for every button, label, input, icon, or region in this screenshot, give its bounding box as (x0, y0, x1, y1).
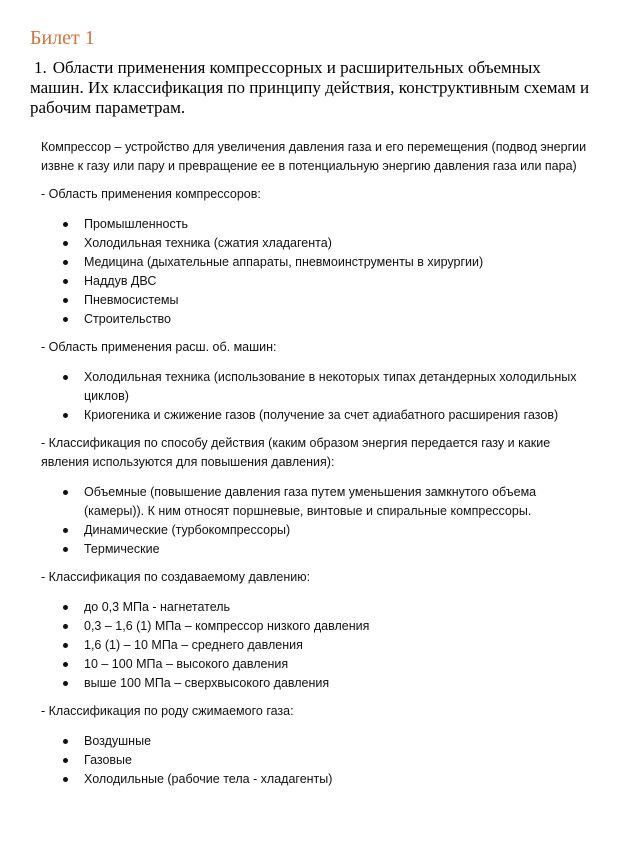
bullet-icon (63, 547, 68, 552)
section-heading-compressor-applications: - Область применения компрессоров: (41, 187, 261, 201)
list-item: Термические (41, 540, 592, 559)
list-item: Воздушные (41, 732, 592, 751)
list-item: Объемные (повышение давления газа путем уменьшения замкнутого объема (камеры)). К ним относят поршневые, винтовые и спиральные компрессоры. (41, 483, 592, 521)
question-body: Области применения компрессорных и расширительных объемных машин. Их классификация по принципу действия, конструктивным схемам и рабочим параметрам. (30, 58, 590, 117)
list-item: Холодильная техника (использование в некоторых типах детандерных холодильных циклов) (41, 368, 592, 406)
compressor-definition: Компрессор – устройство для увеличения давления газа и его перемещения (подвод энергии извне к газу или пару и превращение ее в потенциальную энергию давления газа или пара) (41, 140, 587, 173)
list-item: Газовые (41, 751, 592, 770)
ticket-title: Билет 1 (30, 27, 95, 49)
classification-by-pressure-list (41, 598, 592, 693)
bullet-icon (63, 490, 68, 495)
bullet-icon (63, 279, 68, 284)
bullet-icon (63, 317, 68, 322)
question-number: 1. (34, 58, 47, 77)
section-heading-expander-applications: - Область применения расш. об. машин: (41, 340, 277, 354)
expander-applications-list (41, 368, 592, 425)
answer-body (30, 138, 596, 789)
question-text (30, 58, 596, 118)
bullet-icon (63, 375, 68, 380)
classification-by-gas-list (41, 732, 592, 789)
list-item: до 0,3 МПа - нагнетатель (41, 598, 592, 617)
bullet-icon (63, 222, 68, 227)
list-item: Динамические (турбокомпрессоры) (41, 521, 592, 540)
bullet-icon (63, 777, 68, 782)
list-item: Криогеника и сжижение газов (получение за счет адиабатного расширения газов) (41, 406, 592, 425)
bullet-icon (63, 643, 68, 648)
bullet-icon (63, 758, 68, 763)
bullet-icon (63, 605, 68, 610)
list-item: 1,6 (1) – 10 МПа – среднего давления (41, 636, 592, 655)
list-item: Наддув ДВС (41, 272, 592, 291)
list-item: Пневмосистемы (41, 291, 592, 310)
bullet-icon (63, 298, 68, 303)
bullet-icon (63, 528, 68, 533)
section-heading-classification-by-pressure: - Классификация по создаваемому давлению: (41, 570, 311, 584)
list-item: Холодильные (рабочие тела - хладагенты) (41, 770, 592, 789)
list-item: Строительство (41, 310, 592, 329)
compressor-applications-list (41, 215, 592, 329)
list-item: Холодильная техника (сжатия хладагента) (41, 234, 592, 253)
section-heading-classification-by-action: - Классификация по способу действия (каким образом энергия передается газу и какие явления используются для повышения давления): (41, 436, 551, 469)
bullet-icon (63, 739, 68, 744)
classification-by-action-list (41, 483, 592, 559)
bullet-icon (63, 413, 68, 418)
section-heading-classification-by-gas: - Классификация по роду сжимаемого газа: (41, 704, 294, 718)
bullet-icon (63, 681, 68, 686)
bullet-icon (63, 624, 68, 629)
bullet-icon (63, 241, 68, 246)
list-item: Промышленность (41, 215, 592, 234)
list-item: 0,3 – 1,6 (1) МПа – компрессор низкого давления (41, 617, 592, 636)
list-item: 10 – 100 МПа – высокого давления (41, 655, 592, 674)
bullet-icon (63, 260, 68, 265)
list-item: Медицина (дыхательные аппараты, пневмоинструменты в хирургии) (41, 253, 592, 272)
list-item: выше 100 МПа – сверхвысокого давления (41, 674, 592, 693)
bullet-icon (63, 662, 68, 667)
